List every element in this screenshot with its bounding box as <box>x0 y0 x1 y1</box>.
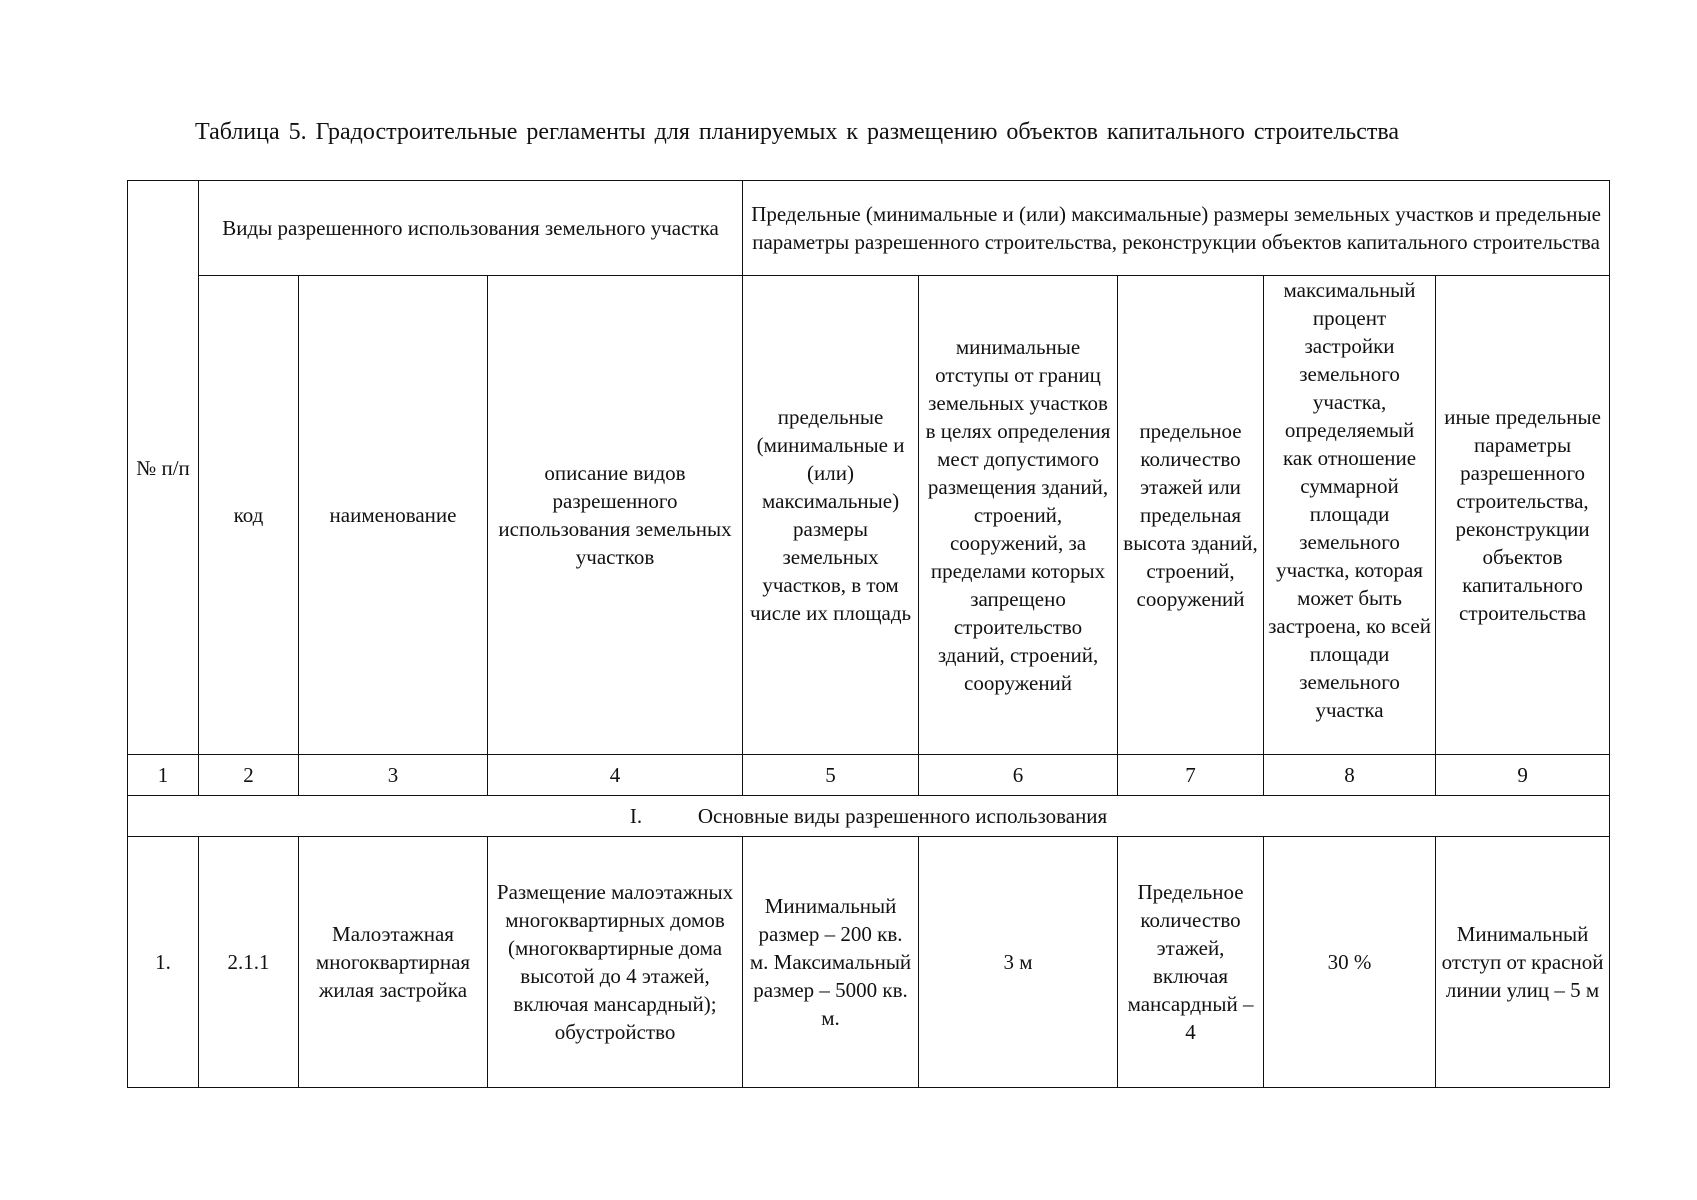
column-number: 2 <box>199 755 299 796</box>
column-number: 5 <box>743 755 919 796</box>
column-number: 9 <box>1436 755 1610 796</box>
column-number: 7 <box>1118 755 1264 796</box>
header-description: описание видов разрешенного использования земельных участков <box>488 276 743 755</box>
header-code: код <box>199 276 299 755</box>
row-setbacks: 3 м <box>919 837 1118 1088</box>
header-group-limits: Предельные (минимальные и (или) максимальные) размеры земельных участков и предельные параметры разрешенного строительства, реконструкции объектов капитального строительства <box>743 181 1610 276</box>
section-heading <box>128 796 1610 837</box>
row-other: Минимальный отступ от красной линии улиц – 5 м <box>1436 837 1610 1088</box>
header-plot-size: предельные (минимальные и (или) максимальные) размеры земельных участков, в том числе их площадь <box>743 276 919 755</box>
column-number: 8 <box>1264 755 1436 796</box>
row-description: Размещение малоэтажных многоквартирных домов (многоквартирные дома высотой до 4 этажей, включая мансардный); обустройство <box>488 837 743 1088</box>
header-row-groups <box>128 181 1610 276</box>
column-number: 1 <box>128 755 199 796</box>
header-coverage: максимальный процент застройки земельного участка, определяемый как отношение суммарной площади земельного участка, которая может быть застроена, ко всей площади земельного участка <box>1264 276 1436 755</box>
header-num: № п/п <box>128 181 199 755</box>
column-number: 4 <box>488 755 743 796</box>
row-code: 2.1.1 <box>199 837 299 1088</box>
column-numbers-row <box>128 755 1610 796</box>
section-title: Основные виды разрешенного использования <box>697 804 1108 828</box>
regulations-table <box>127 180 1610 1088</box>
row-num: 1. <box>128 837 199 1088</box>
header-floors: предельное количество этажей или предельная высота зданий, строений, сооружений <box>1118 276 1264 755</box>
header-other: иные предельные параметры разрешенного строительства, реконструкции объектов капитального строительства <box>1436 276 1610 755</box>
header-name: наименование <box>299 276 488 755</box>
row-coverage: 30 % <box>1264 837 1436 1088</box>
row-plot-size: Минимальный размер – 200 кв. м. Максимальный размер – 5000 кв. м. <box>743 837 919 1088</box>
header-setbacks: минимальные отступы от границ земельных участков в целях определения мест допустимого размещения зданий, строений, сооружений, за пределами которых запрещено строительство зданий, строений, сооружений <box>919 276 1118 755</box>
row-name: Малоэтажная многоквартирная жилая застройка <box>299 837 488 1088</box>
header-group-uses: Виды разрешенного использования земельного участка <box>199 181 743 276</box>
row-floors: Предельное количество этажей, включая мансардный – 4 <box>1118 837 1264 1088</box>
header-row-columns <box>128 276 1610 755</box>
section-number: I. <box>629 804 643 828</box>
table-row <box>128 837 1610 1088</box>
column-number: 3 <box>299 755 488 796</box>
table-caption: Таблица 5. Градостроительные регламенты для планируемых к размещению объектов капитального строительства <box>195 119 1400 145</box>
column-number: 6 <box>919 755 1118 796</box>
section-row <box>128 796 1610 837</box>
